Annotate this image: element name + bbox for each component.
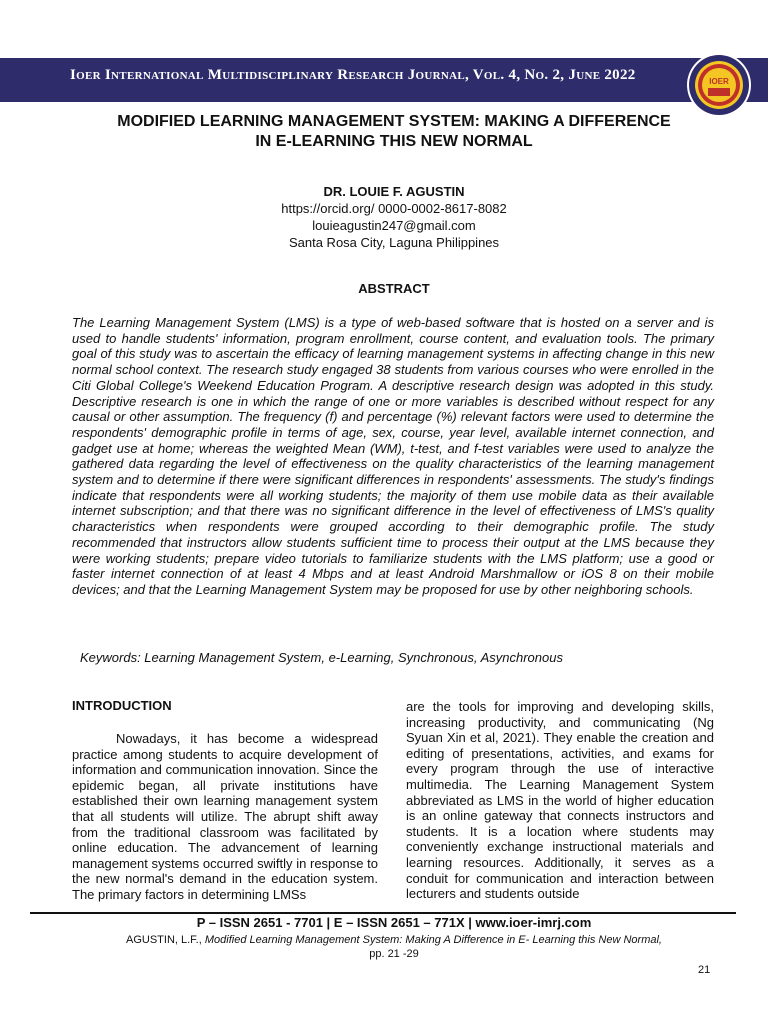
issn-line: P – ISSN 2651 - 7701 | E – ISSN 2651 – 771X | www.ioer-imrj.com — [196, 915, 592, 930]
author-name: DR. LOUIE F. AGUSTIN — [323, 184, 465, 199]
introduction-paragraph-continued: are the tools for improving and developing skills, increasing productivity, and communicating (Ng Syuan Xin et al, 2021). They enable the creation and editing of presentations, activities, and exams for every program through the use of interactive multimedia. The Learning Management System abbreviated as LMS in the world of higher education is an online gateway that connects instructors and students. It is a location where students may conveniently exchange instructional materials and learning resources. Additionally, it serves as a conduit for communication and interaction between lecturers and students outside — [406, 699, 714, 902]
seal-text: IOER — [709, 77, 729, 86]
ioer-seal-icon — [686, 52, 752, 118]
introduction-right-column — [406, 699, 714, 902]
author-block — [40, 183, 748, 251]
author-orcid[interactable]: https://orcid.org/ 0000-0002-8617-8082 — [281, 201, 507, 216]
paper-title — [40, 112, 748, 152]
abstract-heading: ABSTRACT — [358, 281, 430, 296]
title-line-1: MODIFIED LEARNING MANAGEMENT SYSTEM: MAKING A DIFFERENCE — [117, 113, 671, 130]
author-email[interactable]: louieagustin247@gmail.com — [312, 218, 476, 233]
citation — [60, 933, 728, 961]
keywords: Keywords: Learning Management System, e-Learning, Synchronous, Asynchronous — [80, 650, 563, 665]
abstract-body: The Learning Management System (LMS) is a type of web-based software that is hosted on a server and is used to handle students' information, program enrollment, course content, and evaluation tools. The primary goal of this study was to ascertain the efficacy of learning management systems in affecting change in this new normal school context. The research study engaged 38 students from various courses who were enrolled in the Citi Global College's Weekend Education Program. A descriptive research design was adopted in this study. Descriptive research is one in which the range of one or more variables is described without respect for any causal or other assumption. The frequency (f) and percentage (%) relevant factors were used to determine the respondents' demographic profile in terms of age, sex, course, year level, available internet connection, and gadget use at home; whereas the weighted Mean (WM), t-test, and f-test variables were used to analyze the gathered data regarding the level of effectiveness on the quality characteristics of the learning management system and to determine if there were significant differences in respondents' assessments. The study's findings indicate that respondents were all working students; the majority of them use mobile data as their available internet subscription; and that there was no significant difference in the level of effectiveness of LMS's quality characteristics when respondents were grouped according to their demographic profile. The study recommended that instructors allow students sufficient time to process their output at the LMS because they were working students; prepare video tutorials to familiarize students with the LMS platform; use a good or faster internet connection of at least 4 Mbps and at least Android Marshmallow or iOS 8 on their mobile devices; and that the Learning Management System may be proposed for use by other neighboring schools. — [72, 315, 714, 597]
citation-author: AGUSTIN, L.F., — [126, 934, 205, 946]
citation-title: Modified Learning Management System: Making A Difference in E- Learning this New Normal, — [204, 934, 662, 946]
page-number: 21 — [698, 964, 711, 976]
journal-name: Ioer International Multidisciplinary Research Journal, Vol. 4, No. 2, June 2022 — [70, 67, 636, 83]
introduction-paragraph: Nowadays, it has become a widespread practice among students to acquire development of information and communication innovation. Since the epidemic began, all private institutions have established their own learning management system that all students will utilize. The abrupt shift away from the traditional classroom was facilitated by online education. The advancement of learning management systems occurred swiftly in response to the new normal's demand in the education system. The primary factors in determining LMSs — [72, 731, 378, 902]
title-line-2: IN E-LEARNING THIS NEW NORMAL — [255, 133, 533, 150]
author-location: Santa Rosa City, Laguna Philippines — [288, 235, 500, 250]
introduction-left-column — [72, 731, 378, 903]
footer-divider — [30, 912, 736, 914]
citation-pages: pp. 21 -29 — [369, 948, 419, 960]
introduction-heading: INTRODUCTION — [72, 698, 172, 713]
